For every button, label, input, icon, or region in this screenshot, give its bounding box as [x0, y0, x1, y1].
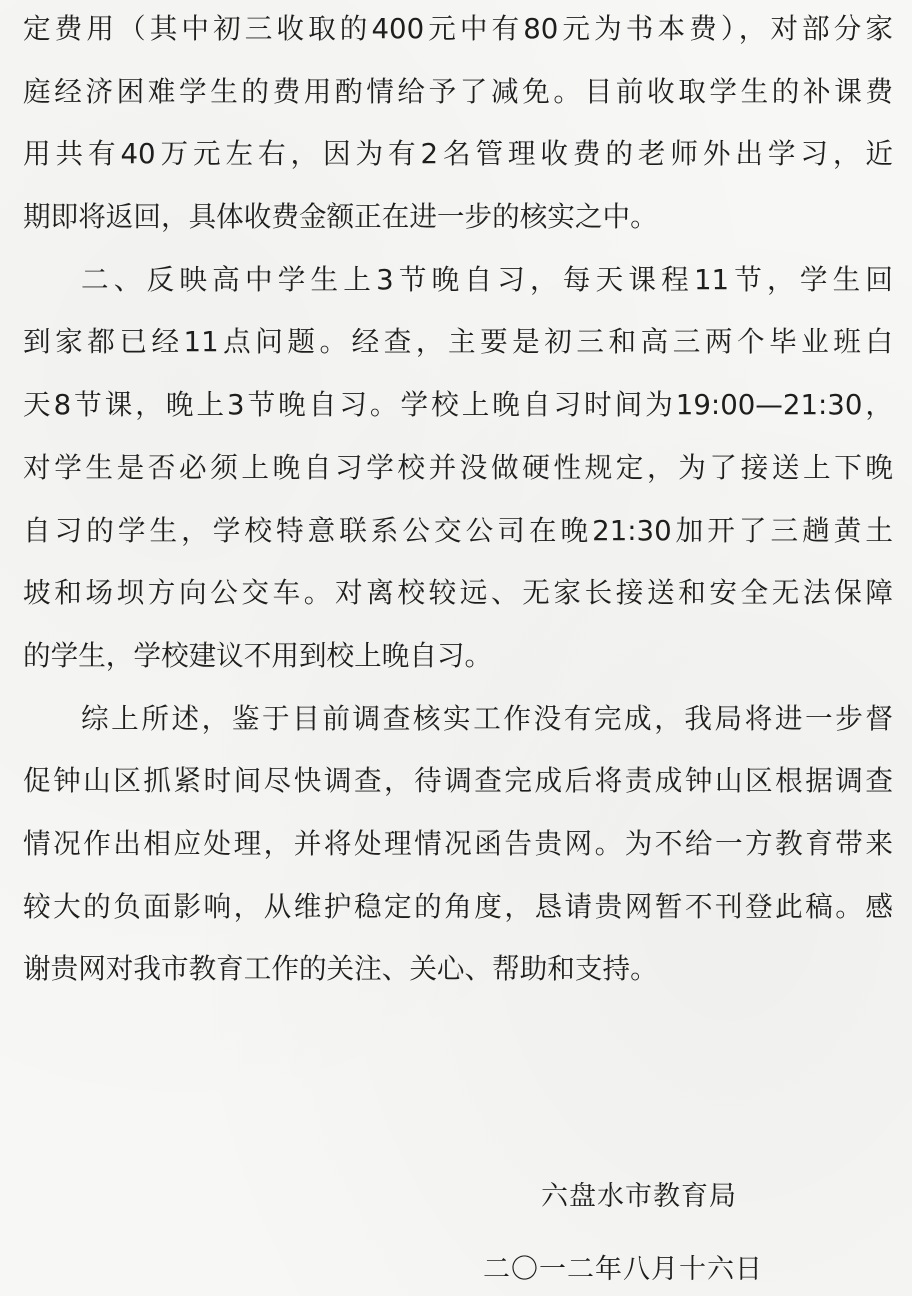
- body-line-11: 的学生，学校建议不用到校上晚自习。: [23, 638, 493, 672]
- body-line-14: 情况作出相应处理，并将处理情况函告贵网。为不给一方教育带来: [23, 826, 893, 860]
- body-line-4: 期即将返回，具体收费金额正在进一步的核实之中。: [23, 200, 658, 234]
- body-line-12: 综上所述，鉴于目前调查核实工作没有完成，我局将进一步督: [81, 701, 893, 735]
- signature-date: 二〇一二年八月十六日: [483, 1254, 763, 1285]
- body-line-15: 较大的负面影响，从维护稳定的角度，恳请贵网暂不刊登此稿。感: [23, 889, 893, 923]
- body-line-5: 二、反映高中学生上3节晚自习，每天课程11节，学生回: [81, 262, 893, 296]
- body-line-8: 对学生是否必须上晚自习学校并没做硬性规定，为了接送上下晚: [23, 450, 893, 484]
- body-line-13: 促钟山区抓紧时间尽快调查，待调查完成后将责成钟山区根据调查: [23, 764, 893, 798]
- document-body: [23, 6, 893, 1009]
- body-line-6: 到家都已经11点问题。经查，主要是初三和高三两个毕业班白: [23, 325, 893, 359]
- body-line-9: 自习的学生，学校特意联系公交公司在晚21:30加开了三趟黄土: [23, 513, 893, 547]
- body-line-1: 定费用（其中初三收取的400元中有80元为书本费），对部分家: [23, 12, 893, 45]
- body-line-10: 坡和场坝方向公交车。对离校较远、无家长接送和安全无法保障: [23, 576, 893, 610]
- signature-organization: 六盘水市教育局: [541, 1181, 737, 1212]
- body-line-16: 谢贵网对我市教育工作的关注、关心、帮助和支持。: [23, 952, 658, 986]
- body-line-3: 用共有40万元左右，因为有2名管理收费的老师外出学习，近: [23, 137, 893, 171]
- body-line-2: 庭经济困难学生的费用酌情给予了减免。目前收取学生的补课费: [23, 74, 893, 108]
- body-line-7: 天8节课，晚上3节晚自习。学校上晚自习时间为19:00—21:30，: [23, 388, 893, 422]
